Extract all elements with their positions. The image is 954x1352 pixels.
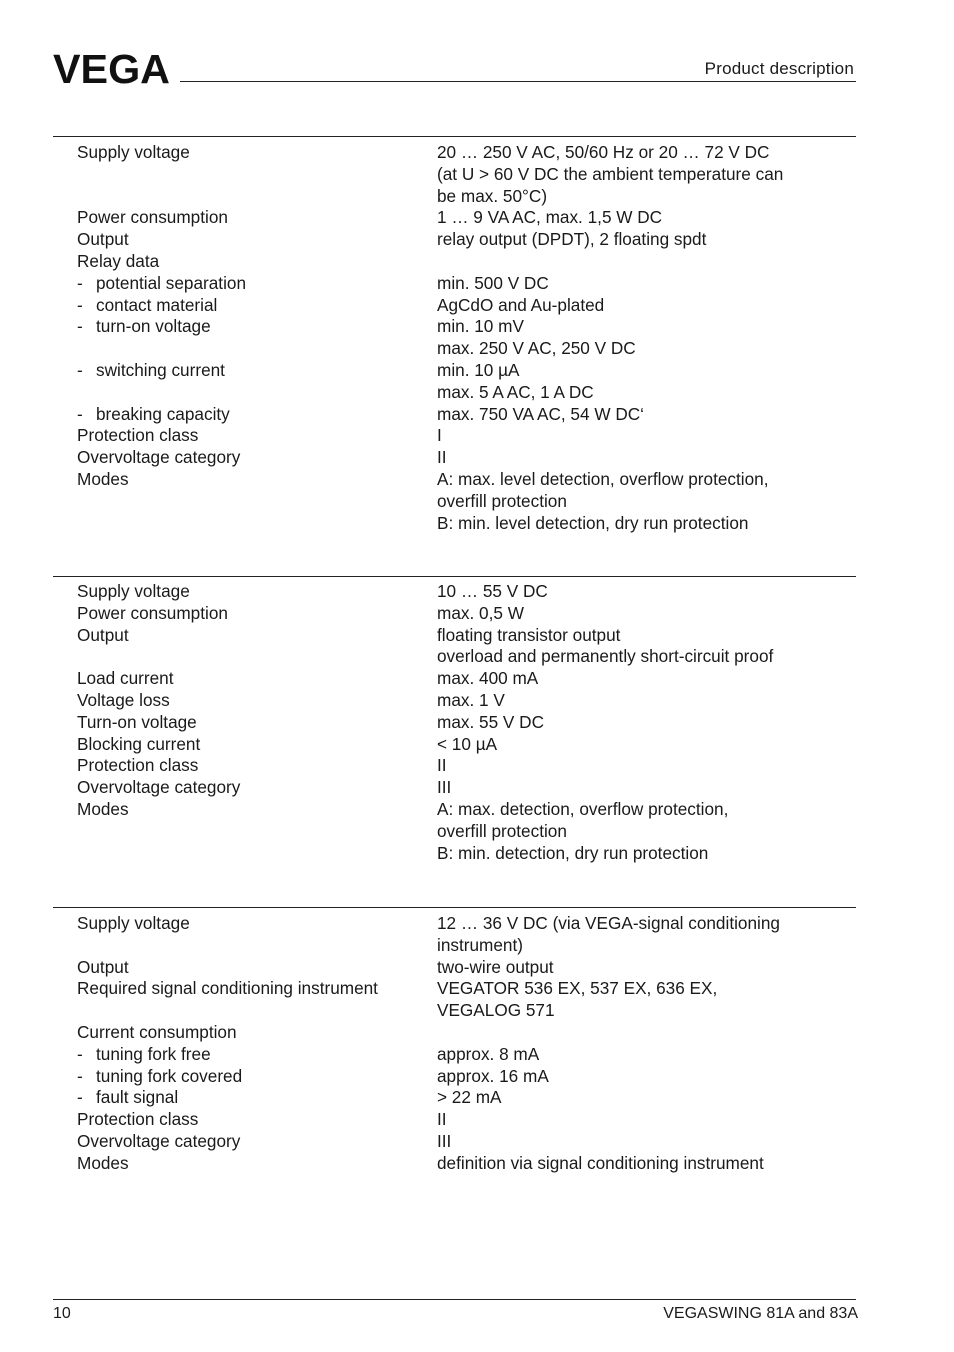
spec-label-text: Overvoltage category bbox=[77, 777, 241, 798]
spec-value: overfill protection bbox=[437, 820, 567, 841]
page-header-title: Product description bbox=[704, 59, 854, 78]
spec-label-text: Protection class bbox=[77, 425, 199, 446]
spec-value: approx. 16 mA bbox=[437, 1065, 549, 1086]
spec-row bbox=[53, 295, 856, 317]
spec-label-text: Load current bbox=[77, 668, 174, 689]
spec-label bbox=[77, 360, 225, 382]
spec-label bbox=[77, 799, 129, 821]
sub-item-dash: - bbox=[77, 403, 83, 424]
spec-value: III bbox=[437, 1130, 452, 1151]
spec-label bbox=[77, 913, 190, 935]
spec-row bbox=[53, 712, 856, 734]
spec-label bbox=[77, 447, 240, 469]
spec-row bbox=[53, 755, 856, 777]
spec-row bbox=[53, 777, 856, 799]
spec-label bbox=[77, 1066, 242, 1088]
spec-label bbox=[77, 755, 198, 777]
spec-row bbox=[53, 273, 856, 295]
spec-label bbox=[77, 690, 170, 712]
spec-label bbox=[77, 668, 174, 690]
vega-logo bbox=[53, 51, 171, 85]
spec-value: definition via signal conditioning instrument bbox=[437, 1152, 764, 1173]
spec-value: min. 10 µA bbox=[437, 359, 520, 380]
spec-label bbox=[77, 625, 129, 647]
spec-value: A: max. level detection, overflow protection, bbox=[437, 468, 769, 489]
spec-value: III bbox=[437, 777, 452, 798]
spec-row bbox=[53, 229, 856, 251]
spec-row bbox=[53, 360, 856, 382]
spec-row bbox=[53, 251, 856, 273]
spec-label-text: contact material bbox=[96, 294, 218, 315]
spec-label bbox=[77, 469, 129, 491]
spec-value: floating transistor output bbox=[437, 624, 621, 645]
spec-row bbox=[53, 1087, 856, 1109]
vega-logo-text: VEGA bbox=[53, 51, 170, 85]
spec-label-text: Turn-on voltage bbox=[77, 711, 197, 732]
spec-row bbox=[53, 186, 856, 208]
spec-label-text: switching current bbox=[96, 359, 225, 380]
spec-row bbox=[53, 625, 856, 647]
spec-label-text: Protection class bbox=[77, 755, 199, 776]
spec-value: overfill protection bbox=[437, 490, 567, 511]
spec-row bbox=[53, 913, 856, 935]
spec-label bbox=[77, 1087, 178, 1109]
spec-label-text: Modes bbox=[77, 468, 129, 489]
spec-label bbox=[77, 1131, 240, 1153]
spec-label bbox=[77, 1153, 129, 1175]
spec-value: II bbox=[437, 755, 447, 776]
spec-row bbox=[53, 734, 856, 756]
page-number: 10 bbox=[53, 1305, 71, 1322]
spec-row bbox=[53, 690, 856, 712]
spec-row bbox=[53, 843, 856, 865]
spec-label-text: Relay data bbox=[77, 250, 160, 271]
spec-label bbox=[77, 957, 129, 979]
spec-row bbox=[53, 957, 856, 979]
spec-value: max. 250 V AC, 250 V DC bbox=[437, 338, 636, 359]
spec-row bbox=[53, 603, 856, 625]
spec-value: AgCdO and Au-plated bbox=[437, 294, 605, 315]
sub-item-dash: - bbox=[77, 272, 83, 293]
spec-row bbox=[53, 1109, 856, 1131]
spec-value: min. 500 V DC bbox=[437, 272, 549, 293]
spec-value: be max. 50°C) bbox=[437, 185, 548, 206]
sub-item-dash: - bbox=[77, 359, 83, 380]
spec-label-text: Overvoltage category bbox=[77, 1130, 241, 1151]
sub-item-dash: - bbox=[77, 316, 83, 337]
spec-value: A: max. detection, overflow protection, bbox=[437, 798, 729, 819]
spec-value: 10 … 55 V DC bbox=[437, 581, 548, 601]
spec-row bbox=[53, 316, 856, 338]
spec-row bbox=[53, 425, 856, 447]
sub-item-dash: - bbox=[77, 1043, 83, 1064]
spec-label bbox=[77, 603, 228, 625]
sub-item-dash: - bbox=[77, 294, 83, 315]
spec-label-text: Output bbox=[77, 624, 129, 645]
spec-label-text: potential separation bbox=[96, 272, 247, 293]
spec-value: II bbox=[437, 447, 447, 468]
spec-row bbox=[53, 142, 856, 164]
spec-value: relay output (DPDT), 2 floating spdt bbox=[437, 229, 707, 250]
footer-rule bbox=[53, 1299, 856, 1300]
spec-value: 20 … 250 V AC, 50/60 Hz or 20 … 72 V DC bbox=[437, 142, 770, 162]
spec-label bbox=[77, 142, 190, 164]
sub-item-dash: - bbox=[77, 1065, 83, 1086]
spec-label-text: Required signal conditioning instrument bbox=[77, 978, 378, 999]
spec-value: 1 … 9 VA AC, max. 1,5 W DC bbox=[437, 207, 663, 228]
spec-row bbox=[53, 207, 856, 229]
spec-label bbox=[77, 978, 378, 1000]
spec-value: > 22 mA bbox=[437, 1087, 502, 1108]
spec-row bbox=[53, 164, 856, 186]
spec-row bbox=[53, 1153, 856, 1175]
spec-label-text: fault signal bbox=[96, 1087, 179, 1108]
spec-value: min. 10 mV bbox=[437, 316, 524, 337]
spec-row bbox=[53, 338, 856, 360]
spec-label bbox=[77, 1044, 211, 1066]
spec-label-text: Supply voltage bbox=[77, 913, 190, 933]
spec-value: VEGALOG 571 bbox=[437, 1000, 555, 1021]
spec-value: max. 400 mA bbox=[437, 668, 539, 689]
spec-value: I bbox=[437, 425, 442, 446]
spec-label-text: Output bbox=[77, 229, 129, 250]
spec-label-text: Supply voltage bbox=[77, 142, 190, 162]
spec-row bbox=[53, 821, 856, 843]
spec-label-text: Modes bbox=[77, 798, 129, 819]
spec-row bbox=[53, 1044, 856, 1066]
spec-value: max. 55 V DC bbox=[437, 711, 544, 732]
spec-value: instrument) bbox=[437, 934, 523, 955]
spec-label-text: Output bbox=[77, 956, 129, 977]
spec-value: < 10 µA bbox=[437, 733, 498, 754]
spec-label bbox=[77, 251, 159, 273]
spec-row bbox=[53, 1131, 856, 1153]
spec-value: B: min. detection, dry run protection bbox=[437, 842, 709, 863]
spec-section-relay bbox=[53, 136, 856, 534]
spec-row bbox=[53, 978, 856, 1000]
spec-label-text: breaking capacity bbox=[96, 403, 230, 424]
spec-row bbox=[53, 935, 856, 957]
spec-label-text: Protection class bbox=[77, 1109, 199, 1130]
spec-value: (at U > 60 V DC the ambient temperature can bbox=[437, 163, 784, 184]
spec-label bbox=[77, 712, 197, 734]
spec-row bbox=[53, 1000, 856, 1022]
spec-value: max. 1 V bbox=[437, 689, 505, 710]
spec-value: B: min. level detection, dry run protection bbox=[437, 512, 749, 533]
spec-label bbox=[77, 777, 240, 799]
spec-value: 12 … 36 V DC (via VEGA-signal conditioning bbox=[437, 913, 780, 933]
spec-value: two-wire output bbox=[437, 956, 554, 977]
spec-label bbox=[77, 581, 190, 603]
spec-label-text: Voltage loss bbox=[77, 689, 170, 710]
spec-value: max. 750 VA AC, 54 W DC‘ bbox=[437, 403, 644, 424]
spec-label-text: turn-on voltage bbox=[96, 316, 211, 337]
spec-row bbox=[53, 382, 856, 404]
spec-label-text: Power consumption bbox=[77, 602, 228, 623]
spec-row bbox=[53, 491, 856, 513]
spec-label bbox=[77, 734, 200, 756]
spec-value: max. 5 A AC, 1 A DC bbox=[437, 381, 594, 402]
spec-section-two-wire bbox=[53, 907, 856, 1175]
spec-row bbox=[53, 469, 856, 491]
spec-row bbox=[53, 799, 856, 821]
spec-label bbox=[77, 1109, 198, 1131]
spec-section-transistor bbox=[53, 576, 856, 864]
sub-item-dash: - bbox=[77, 1087, 83, 1108]
spec-row bbox=[53, 646, 856, 668]
spec-label-text: tuning fork free bbox=[96, 1043, 211, 1064]
spec-label bbox=[77, 229, 129, 251]
spec-value: overload and permanently short-circuit proof bbox=[437, 646, 774, 667]
spec-label-text: Supply voltage bbox=[77, 581, 190, 601]
spec-value: II bbox=[437, 1109, 447, 1130]
spec-label-text: Modes bbox=[77, 1152, 129, 1173]
spec-row bbox=[53, 1022, 856, 1044]
spec-label bbox=[77, 316, 211, 338]
spec-value: VEGATOR 536 EX, 537 EX, 636 EX, bbox=[437, 978, 718, 999]
spec-value: approx. 8 mA bbox=[437, 1043, 540, 1064]
header-rule bbox=[180, 81, 856, 82]
spec-row bbox=[53, 404, 856, 426]
spec-label bbox=[77, 273, 246, 295]
spec-label-text: Current consumption bbox=[77, 1021, 237, 1042]
footer-product-name: VEGASWING 81A and 83A bbox=[663, 1305, 858, 1322]
spec-label bbox=[77, 295, 217, 317]
spec-row bbox=[53, 668, 856, 690]
spec-label bbox=[77, 425, 198, 447]
spec-row bbox=[53, 581, 856, 603]
spec-label-text: Power consumption bbox=[77, 207, 228, 228]
spec-row bbox=[53, 1066, 856, 1088]
spec-row bbox=[53, 447, 856, 469]
spec-label-text: tuning fork covered bbox=[96, 1065, 243, 1086]
spec-label-text: Overvoltage category bbox=[77, 447, 241, 468]
spec-label-text: Blocking current bbox=[77, 733, 201, 754]
spec-label bbox=[77, 1022, 237, 1044]
spec-label bbox=[77, 404, 230, 426]
spec-row bbox=[53, 513, 856, 535]
spec-label bbox=[77, 207, 228, 229]
spec-value: max. 0,5 W bbox=[437, 602, 524, 623]
